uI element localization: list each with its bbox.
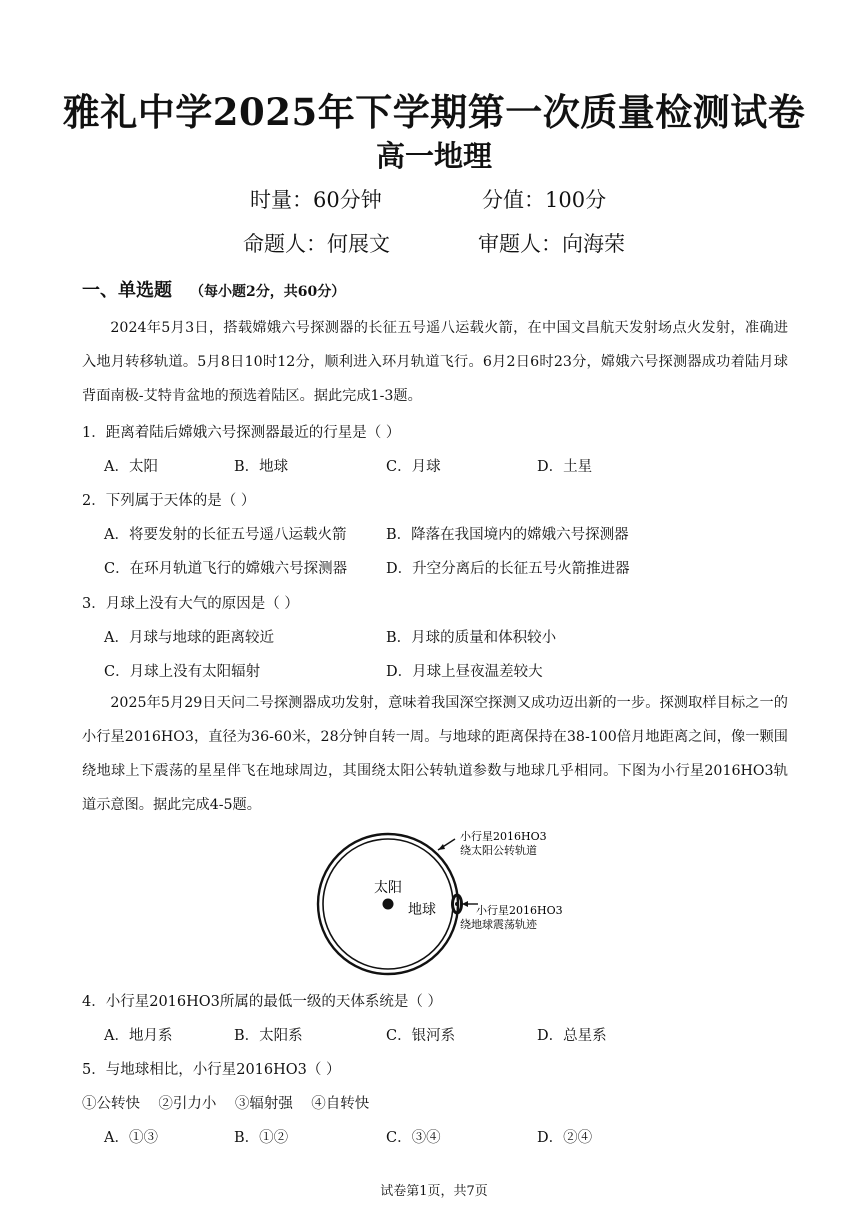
q5-option-b: B．①② <box>234 1130 289 1146</box>
q1-option-d: D．土星 <box>537 459 593 475</box>
q4-option-d: D．总星系 <box>537 1028 607 1044</box>
passage-2: 2025年5月29日天问二号探测器成功发射，意味着我国深空探测又成功迈出新的一步。探测取样目标之一的小行星2016HO3，直径为36-60米，28分钟自转一周。与地球的距离保持在38-100倍月地距离之间，像一颗围绕地球上下震荡的星星伴飞在地球周边，其围绕太阳公转轨道参数与地球几乎相同。下图为小行星2016HO3轨道示意图。据此完成4-5题。 <box>82 695 788 813</box>
q2-option-c: C．在环月轨道飞行的嫦娥六号探测器 <box>104 561 348 577</box>
q2-option-b: B．降落在我国境内的嫦娥六号探测器 <box>386 527 629 543</box>
orbit-arrowhead <box>438 844 445 850</box>
q4-option-a: A．地月系 <box>104 1028 173 1044</box>
q1-option-a: A．太阳 <box>104 459 158 475</box>
q3-option-c: C．月球上没有太阳辐射 <box>104 664 261 680</box>
q5-option-d: D．②④ <box>537 1130 593 1146</box>
question-2: 2．下列属于天体的是（ ） <box>82 493 256 509</box>
q1-option-c: C．月球 <box>386 459 441 475</box>
osc-label-2: 绕地球震荡轨迹 <box>460 918 537 931</box>
q3-option-a: A．月球与地球的距离较近 <box>104 630 274 646</box>
sun-icon <box>383 899 394 910</box>
question-4: 4．小行星2016HO3所属的最低一级的天体系统是（ ） <box>82 994 442 1010</box>
q5-option-a: A．①③ <box>104 1130 158 1146</box>
q4-option-c: C．银河系 <box>386 1028 456 1044</box>
earth-label: 地球 <box>408 902 436 918</box>
osc-arrowhead <box>462 901 468 907</box>
osc-label-1: 小行星2016HO3 <box>476 904 563 917</box>
q2-option-a: A．将要发射的长征五号遥八运载火箭 <box>104 527 347 543</box>
total-score: 分值：100分 <box>482 188 607 212</box>
passage-1: 2024年5月3日，搭载嫦娥六号探测器的长征五号遥八运载火箭，在中国文昌航天发射场点火发射，准确进入地月转移轨道。5月8日10时12分，顺利进入环月轨道飞行。6月2日6时23分，嫦娥六号探测器成功着陆月球背面南极-艾特肯盆地的预选着陆区。据此完成1-3题。 <box>82 320 788 404</box>
section-title: 一、单选题 <box>82 280 172 301</box>
q2-option-d: D．升空分离后的长征五号火箭推进器 <box>386 561 630 577</box>
reviewer: 审题人：向海荣 <box>478 232 625 256</box>
q4-option-b: B．太阳系 <box>234 1028 303 1044</box>
exam-title: 雅礼中学2025年下学期第一次质量检测试卷 <box>62 90 806 134</box>
orbit-label-1: 小行星2016HO3 <box>460 830 547 843</box>
orbit-label-2: 绕太阳公转轨道 <box>460 844 537 857</box>
q5-statements: ①公转快 ②引力小 ③辐射强 ④自转快 <box>82 1096 370 1112</box>
exam-subtitle: 高一地理 <box>375 139 492 173</box>
section-note: （每小题2分，共60分） <box>190 284 346 300</box>
q3-option-b: B．月球的质量和体积较小 <box>386 630 557 646</box>
q5-option-c: C．③④ <box>386 1130 441 1146</box>
question-3: 3．月球上没有大气的原因是（ ） <box>82 596 299 612</box>
author: 命题人：何展文 <box>243 232 390 256</box>
earth-icon <box>455 902 459 906</box>
question-1: 1．距离着陆后嫦娥六号探测器最近的行星是（ ） <box>82 425 401 441</box>
section-heading <box>82 276 345 302</box>
q1-option-b: B．地球 <box>234 459 289 475</box>
page-footer: 试卷第1页，共7页 <box>380 1184 488 1199</box>
sun-label: 太阳 <box>374 880 402 896</box>
question-5: 5．与地球相比，小行星2016HO3（ ） <box>82 1062 341 1078</box>
q3-option-d: D．月球上昼夜温差较大 <box>386 664 543 680</box>
orbit-diagram <box>300 820 580 980</box>
time-limit: 时量：60分钟 <box>250 188 382 212</box>
